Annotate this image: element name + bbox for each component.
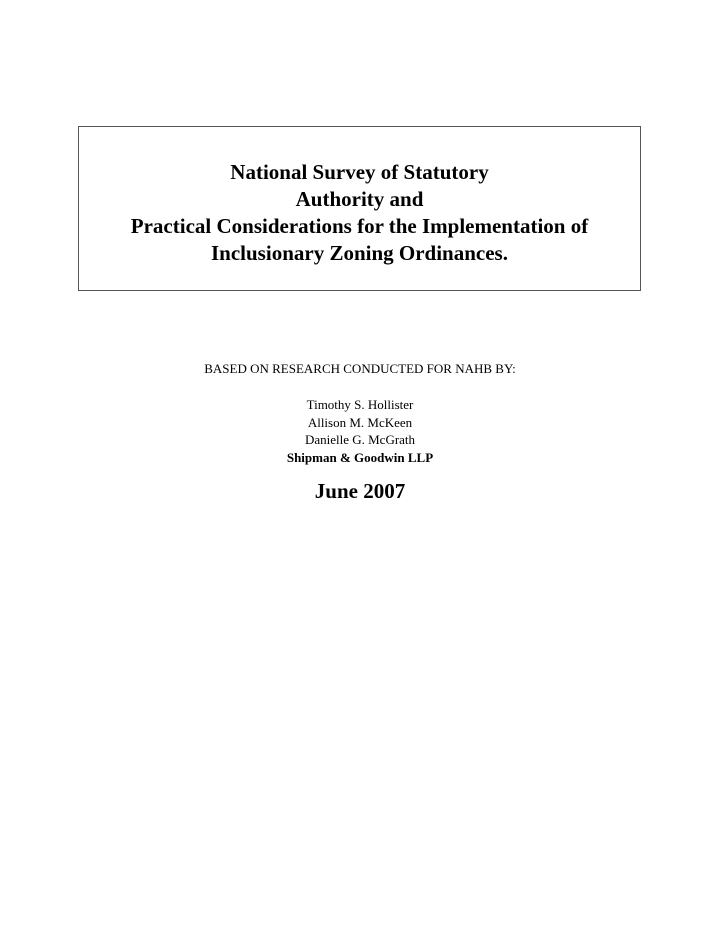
document-title (79, 159, 640, 267)
title-line-1: National Survey of Statutory (230, 160, 489, 184)
law-firm-name: Shipman & Goodwin LLP (286, 449, 434, 465)
author-name: Allison M. McKeen (307, 414, 413, 430)
title-line-3: Practical Considerations for the Implementation of (130, 214, 589, 238)
research-credit-label: BASED ON RESEARCH CONDUCTED FOR NAHB BY: (204, 361, 516, 376)
author-name: Danielle G. McGrath (304, 432, 416, 447)
publication-date: June 2007 (314, 479, 406, 503)
author-list (0, 396, 720, 466)
title-line-4: Inclusionary Zoning Ordinances. (211, 241, 508, 265)
title-box (78, 126, 641, 291)
title-line-2: Authority and (295, 187, 424, 211)
author-name: Timothy S. Hollister (306, 397, 414, 412)
